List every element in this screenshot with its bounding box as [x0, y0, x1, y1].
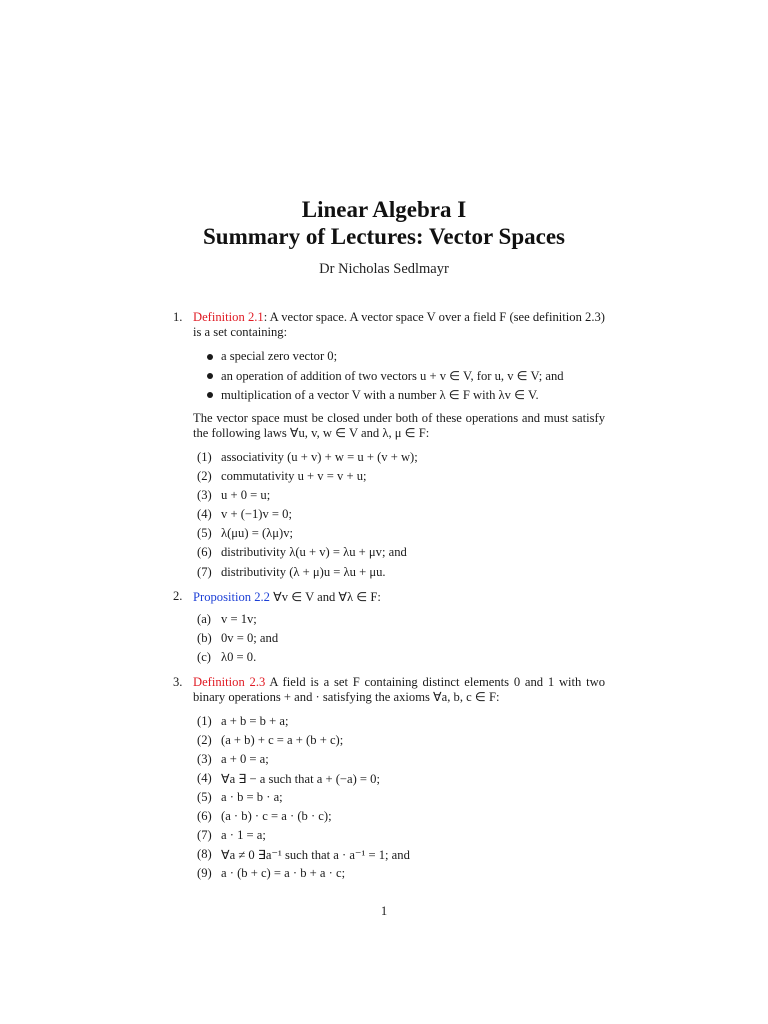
enum-text: v + (−1)v = 0;	[221, 507, 292, 521]
proposition-2-2-link[interactable]: Proposition 2.2	[193, 590, 270, 604]
enum-label: (2)	[197, 469, 212, 483]
enum-text: a + 0 = a;	[221, 752, 269, 766]
bullet-icon	[207, 354, 213, 360]
enum-text: a · b = b · a;	[221, 790, 283, 804]
enum-text: ∀a ≠ 0 ∃a⁻¹ such that a · a⁻¹ = 1; and	[221, 848, 410, 862]
item-2-intro-text: ∀v ∈ V and ∀λ ∈ F:	[269, 590, 381, 604]
enum-text: λ0 = 0.	[221, 650, 257, 664]
bullet-item: a special zero vector 0;	[221, 349, 338, 363]
item-3-intro	[193, 675, 605, 705]
enum-text: distributivity λ(u + v) = λu + μv; and	[221, 545, 407, 559]
enum-label: (8)	[197, 847, 212, 861]
enum-text: 0v = 0; and	[221, 631, 279, 645]
document-title-line-1: Linear Algebra I	[301, 197, 467, 222]
item-number: 3.	[173, 675, 183, 689]
enum-text: (a + b) + c = a + (b + c);	[221, 733, 344, 747]
bullet-icon	[207, 392, 213, 398]
enum-text: a + b = b + a;	[221, 714, 289, 728]
enum-label: (1)	[197, 450, 212, 464]
enum-label: (2)	[197, 733, 212, 747]
item-1-closing: The vector space must be closed under both of these operations and must satisfy the following laws ∀u, v, w ∈ V and λ, μ ∈ F:	[193, 411, 605, 441]
enum-label: (4)	[197, 507, 212, 521]
enum-label: (5)	[197, 790, 212, 804]
enum-text: (a · b) · c = a · (b · c);	[221, 809, 332, 823]
item-number: 1.	[173, 310, 183, 324]
author-name: Dr Nicholas Sedlmayr	[319, 261, 449, 277]
enum-text: distributivity (λ + μ)u = λu + μu.	[221, 565, 386, 579]
bullet-item: an operation of addition of two vectors u + v ∈ V, for u, v ∈ V; and	[221, 369, 564, 383]
enum-label: (7)	[197, 565, 212, 579]
enum-label: (3)	[197, 752, 212, 766]
enum-label: (4)	[197, 771, 212, 785]
enum-text: associativity (u + v) + w = u + (v + w);	[221, 450, 418, 464]
enum-label: (5)	[197, 526, 212, 540]
item-1-intro	[193, 310, 605, 340]
enum-label: (3)	[197, 488, 212, 502]
item-3-intro-text: A field is a set F containing distinct elements 0 and 1 with two binary operations + and · satisfying the axioms ∀a, b, c ∈ F:	[193, 675, 606, 705]
bullet-icon	[207, 373, 213, 379]
definition-2-1-link[interactable]: Definition 2.1	[193, 310, 264, 324]
enum-label: (b)	[197, 631, 212, 645]
enum-text: ∀a ∃ − a such that a + (−a) = 0;	[221, 772, 380, 786]
definition-2-3-link[interactable]: Definition 2.3	[193, 675, 266, 689]
enum-label: (a)	[197, 612, 211, 626]
enum-text: v = 1v;	[221, 612, 257, 626]
page-number: 1	[380, 904, 388, 918]
document-title-line-2: Summary of Lectures: Vector Spaces	[203, 224, 565, 249]
enum-text: a · (b + c) = a · b + a · c;	[221, 866, 346, 880]
enum-text: u + 0 = u;	[221, 488, 271, 502]
bullet-item: multiplication of a vector V with a number λ ∈ F with λv ∈ V.	[221, 388, 539, 402]
enum-label: (7)	[197, 828, 212, 842]
enum-text: a · 1 = a;	[221, 828, 266, 842]
item-number: 2.	[173, 589, 183, 603]
enum-label: (c)	[197, 650, 211, 664]
enum-label: (9)	[197, 866, 212, 880]
item-1-intro-text: : A vector space. A vector space V over a field F (see definition 2.3) is a set containing:	[193, 310, 605, 340]
enum-text: commutativity u + v = v + u;	[221, 469, 367, 483]
enum-label: (6)	[197, 545, 212, 559]
item-2-intro	[193, 589, 381, 605]
enum-label: (6)	[197, 809, 212, 823]
enum-text: λ(μu) = (λμ)v;	[221, 526, 293, 540]
enum-label: (1)	[197, 714, 212, 728]
